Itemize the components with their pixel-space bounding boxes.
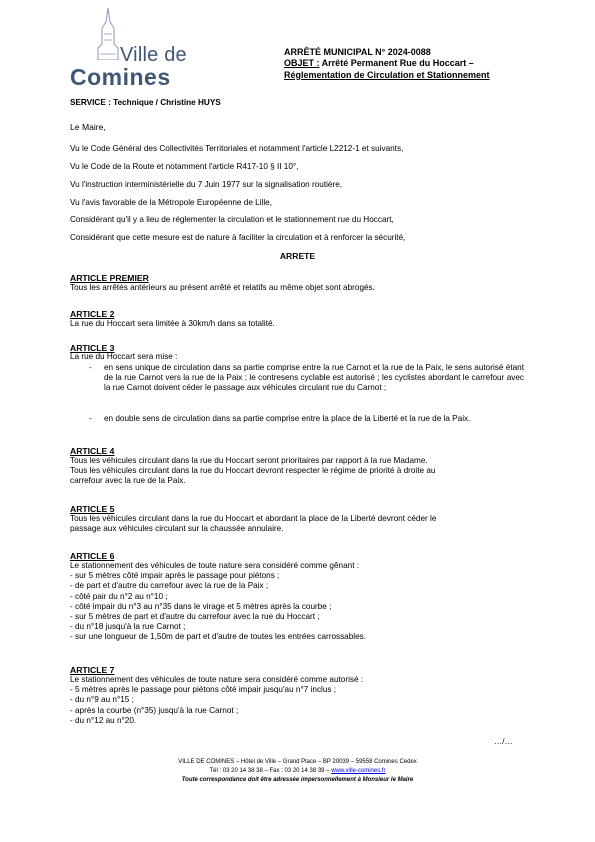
article-2-line: La rue du Hoccart sera limitée à 30km/h dans sa totalité. (70, 319, 275, 328)
considerant-4: Vu l'avis favorable de la Métropole Européenne de Lille, (70, 198, 272, 207)
article-7-line: - 5 mètres après le passage pour piétons côté impair jusqu'au n°7 inclus ; (70, 685, 337, 695)
considerant-2: Vu le Code de la Route et notamment l'article R417-10 § II 10°, (70, 162, 299, 171)
logo-line-2: Comines (70, 64, 171, 90)
service-line: SERVICE : Technique / Christine HUYS (70, 98, 221, 107)
article-7-body (70, 675, 525, 726)
footer-contact: Tél : 03 20 14 38 38 – Fax : 03 20 14 38 39 – www.ville-comines.fr (209, 768, 386, 774)
considerant-3: Vu l'instruction interministérielle du 7 Juin 1977 sur la signalisation routière, (70, 180, 343, 189)
article-4-title: ARTICLE 4 (70, 446, 115, 456)
objet-line-1: OBJET : Arrêté Permanent Rue du Hoccart – (284, 58, 474, 69)
article-5-line: Tous les véhicules circulant dans la rue du Hoccart et abordant la place de la Liberté devront céder le (70, 514, 437, 523)
article-3-title: ARTICLE 3 (70, 343, 115, 353)
article-1-body (70, 283, 525, 293)
article-6-body (70, 561, 525, 643)
article-1-line: Tous les arrêtés antérieurs au présent arrêté et relatifs au même objet sont abrogés. (70, 283, 375, 292)
footer-notice: Toute correspondance doit être adressée impersonnellement à Monsieur le Maire (181, 777, 414, 783)
article-6-line: - de part et d'autre du carrefour avec la rue de la Paix ; (70, 581, 269, 591)
article-3-bullet-2-dash: - (89, 414, 92, 423)
article-3-bullet-1: en sens unique de circulation dans sa partie comprise entre la rue Carnot et la rue de la Paix, le sens autorisé étant de la rue Carnot vers la rue de la Paix ; le contresens cyclable est autorisé ; les cyclistes abordant le carrefour avec la rue Carnot doivent céder le passage aux véhicules circulant rue du Carnot ; (104, 363, 524, 393)
continued-marker: …/… (494, 737, 513, 746)
article-6-line: - sur 5 mètres côté impair après le passage pour piétons ; (70, 571, 280, 581)
article-7-line: - après la courbe (n°35) jusqu'à la rue Carnot ; (70, 705, 239, 715)
article-3-intro: La rue du Hoccart sera mise : (70, 352, 178, 361)
objet-label: OBJET : (284, 58, 320, 69)
document-header (284, 47, 490, 81)
footer (70, 758, 525, 785)
article-6-line: - côté impair du n°3 au n°35 dans le virage et 5 mètres après la courbe ; (70, 601, 332, 611)
document-title: ARRÊTÉ MUNICIPAL N° 2024-0088 (284, 47, 431, 57)
article-6-title: ARTICLE 6 (70, 551, 115, 561)
considerant-1: Vu le Code Général des Collectivités Territoriales et notamment l'article L2212-1 et suivants, (70, 144, 404, 153)
maire-line: Le Maire, (70, 122, 106, 132)
article-3-bullet-2: en double sens de circulation dans sa partie comprise entre la place de la Liberté et la rue de la Paix. (104, 414, 471, 423)
article-7-line: - du n°9 au n°15 ; (70, 695, 134, 705)
article-4-body (70, 456, 525, 487)
article-4-line: Tous les véhicules circulant dans la rue du Hoccart devront respecter le régime de priorité à droite au (70, 466, 436, 476)
website-link[interactable]: www.ville-comines.fr (331, 768, 386, 774)
article-3-bullet-1-dash: - (89, 363, 92, 372)
article-6-line: Le stationnement des véhicules de toute nature sera considéré comme gênant : (70, 561, 360, 570)
logo-line-1: Ville de (120, 44, 187, 66)
article-5-title: ARTICLE 5 (70, 504, 115, 514)
article-5-body (70, 514, 525, 534)
article-7-line: - du n°12 au n°20. (70, 715, 137, 725)
article-6-line: - du n°18 jusqu'à la rue Carnot ; (70, 622, 186, 632)
article-6-line: - sur 5 mètres de part et d'autre du carrefour avec la rue du Hoccart ; (70, 612, 320, 622)
city-logo (70, 8, 190, 90)
article-5-line: passage aux véhicules circulant sur la chaussée annulaire. (70, 524, 284, 534)
article-7-title: ARTICLE 7 (70, 665, 115, 675)
article-2-body (70, 319, 525, 329)
article-7-line: Le stationnement des véhicules de toute nature sera considéré comme autorisé : (70, 675, 364, 684)
article-4-line: Tous les véhicules circulant dans la rue du Hoccart seront prioritaires par rapport à la rue Madame. (70, 456, 428, 465)
article-2-title: ARTICLE 2 (70, 309, 115, 319)
arrete-heading: ARRETE (279, 251, 316, 261)
footer-address: VILLE DE COMINES – Hôtel de Ville – Grand Place – BP 20039 – 59558 Comines Cedex (178, 759, 417, 765)
objet-line-2: Réglementation de Circulation et Stationnement (284, 69, 490, 80)
article-4-line: carrefour avec la rue de la Paix. (70, 476, 186, 486)
considerant-6: Considérant que cette mesure est de nature à faciliter la circulation et à renforcer la sécurité, (70, 233, 406, 242)
article-1-title: ARTICLE PREMIER (70, 273, 149, 283)
article-6-line: - sur une longueur de 1,50m de part et d'autre de toutes les entrées carrossables. (70, 632, 367, 642)
considerant-5: Considérant qu'il y a lieu de réglementer la circulation et le stationnement rue du Hoccart, (70, 215, 394, 224)
article-6-line: - côté pair du n°2 au n°10 ; (70, 591, 168, 601)
